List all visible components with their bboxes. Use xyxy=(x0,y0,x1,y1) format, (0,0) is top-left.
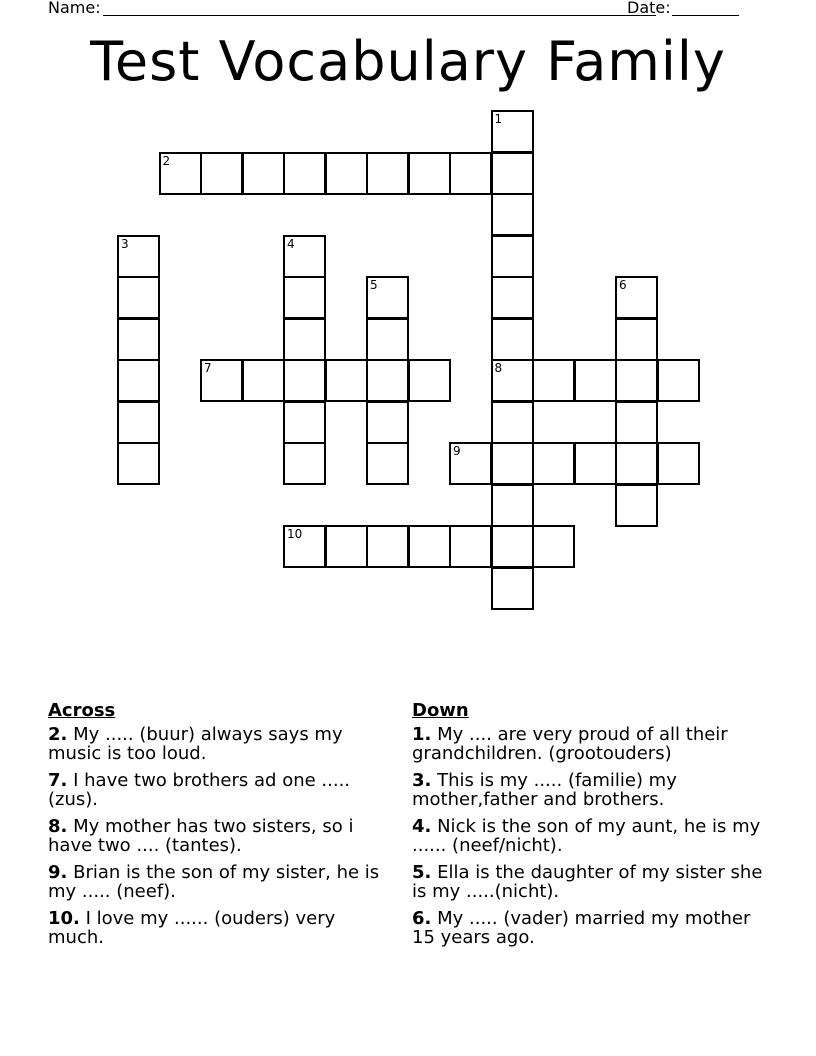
crossword-cell[interactable] xyxy=(283,235,326,278)
crossword-cell[interactable] xyxy=(532,525,575,568)
clue-down-1: 1. My .... are very proud of all their grandchildren. (grootouders) xyxy=(412,724,728,764)
crossword-cell[interactable] xyxy=(117,318,160,361)
crossword-cell[interactable] xyxy=(366,401,409,444)
crossword-cell[interactable] xyxy=(283,318,326,361)
crossword-cell[interactable] xyxy=(325,359,368,402)
date-label: Date: xyxy=(627,0,671,17)
crossword-cell[interactable] xyxy=(615,318,658,361)
across-heading: Across xyxy=(48,700,116,721)
crossword-cell[interactable] xyxy=(200,359,243,402)
crossword-cell[interactable] xyxy=(200,152,243,195)
crossword-cell[interactable] xyxy=(491,525,534,568)
cell-number: 2 xyxy=(162,153,171,168)
crossword-cell[interactable] xyxy=(283,525,326,568)
crossword-cell[interactable] xyxy=(408,359,451,402)
crossword-cell[interactable] xyxy=(657,442,700,485)
cell-number: 8 xyxy=(494,361,503,375)
crossword-cell[interactable] xyxy=(657,359,700,402)
crossword-cell[interactable] xyxy=(366,276,409,319)
crossword-cell[interactable] xyxy=(283,152,326,195)
cell-number: 5 xyxy=(370,278,378,292)
crossword-cell[interactable] xyxy=(117,401,160,444)
crossword-cell[interactable] xyxy=(283,359,326,402)
crossword-cell[interactable] xyxy=(325,525,368,568)
cell-number: 9 xyxy=(453,444,461,458)
page-title: Test Vocabulary Family xyxy=(90,30,726,93)
crossword-cell[interactable] xyxy=(283,401,326,444)
cell-number: 10 xyxy=(287,527,303,541)
crossword-cell[interactable] xyxy=(532,359,575,402)
crossword-cell[interactable] xyxy=(449,525,492,568)
crossword-cell[interactable] xyxy=(491,484,534,527)
crossword-cell[interactable] xyxy=(242,359,285,402)
clue-across-8: 8. My mother has two sisters, so i have two .... (tantes). xyxy=(48,816,354,856)
crossword-cell[interactable] xyxy=(491,276,534,319)
crossword-cell[interactable] xyxy=(491,152,534,195)
crossword-cell[interactable] xyxy=(491,401,534,444)
cell-number: 3 xyxy=(121,236,129,251)
crossword-cell[interactable] xyxy=(615,484,658,527)
crossword-cell[interactable] xyxy=(117,276,160,319)
clue-down-4: 4. Nick is the son of my aunt, he is my ...... (neef/nicht). xyxy=(412,816,761,856)
crossword-cell[interactable] xyxy=(574,359,617,402)
crossword-cell[interactable] xyxy=(615,442,658,485)
crossword-cell[interactable] xyxy=(491,442,534,485)
clue-across-7: 7. I have two brothers ad one ..... (zus). xyxy=(48,770,351,810)
crossword-cell[interactable] xyxy=(117,235,160,278)
clue-across-10: 10. I love my ...... (ouders) very much. xyxy=(48,908,336,948)
crossword-cell[interactable] xyxy=(491,567,534,610)
crossword-cell[interactable] xyxy=(491,193,534,236)
cell-number: 7 xyxy=(204,361,212,375)
crossword-cell[interactable] xyxy=(491,318,534,361)
crossword-cell[interactable] xyxy=(283,442,326,485)
crossword-cell[interactable] xyxy=(242,152,285,195)
crossword-cell[interactable] xyxy=(491,359,534,402)
crossword-cell[interactable] xyxy=(615,359,658,402)
crossword-cell[interactable] xyxy=(366,318,409,361)
down-heading: Down xyxy=(412,700,469,721)
crossword-cell[interactable] xyxy=(615,401,658,444)
crossword-cell[interactable] xyxy=(491,235,534,278)
crossword-cell[interactable] xyxy=(366,359,409,402)
crossword-cell[interactable] xyxy=(159,152,202,195)
crossword-cell[interactable] xyxy=(449,442,492,485)
crossword-cell[interactable] xyxy=(117,359,160,402)
cell-number: 4 xyxy=(287,236,295,251)
clue-across-9: 9. Brian is the son of my sister, he is my ..... (neef). xyxy=(48,862,380,902)
clue-across-2: 2. My ..... (buur) always says my music is too loud. xyxy=(48,724,343,764)
name-label: Name: xyxy=(48,0,101,17)
crossword-cell[interactable] xyxy=(283,276,326,319)
crossword-cell[interactable] xyxy=(532,442,575,485)
crossword-cell[interactable] xyxy=(325,152,368,195)
crossword-cell[interactable] xyxy=(491,110,534,153)
crossword-cell[interactable] xyxy=(366,525,409,568)
cell-number: 6 xyxy=(619,278,627,292)
crossword-cell[interactable] xyxy=(615,276,658,319)
clue-down-5: 5. Ella is the daughter of my sister she is my .....(nicht). xyxy=(412,862,763,902)
clue-down-6: 6. My ..... (vader) married my mother 15 years ago. xyxy=(412,908,751,948)
crossword-cell[interactable] xyxy=(408,525,451,568)
clue-down-3: 3. This is my ..... (familie) my mother,father and brothers. xyxy=(412,770,677,810)
crossword-cell[interactable] xyxy=(117,442,160,485)
across-clues xyxy=(48,700,393,955)
crossword-cell[interactable] xyxy=(366,442,409,485)
down-clues xyxy=(412,700,772,955)
crossword-cell[interactable] xyxy=(408,152,451,195)
crossword-cell[interactable] xyxy=(366,152,409,195)
crossword-cell[interactable] xyxy=(449,152,492,195)
cell-number: 1 xyxy=(494,112,503,126)
crossword-cell[interactable] xyxy=(574,442,617,485)
